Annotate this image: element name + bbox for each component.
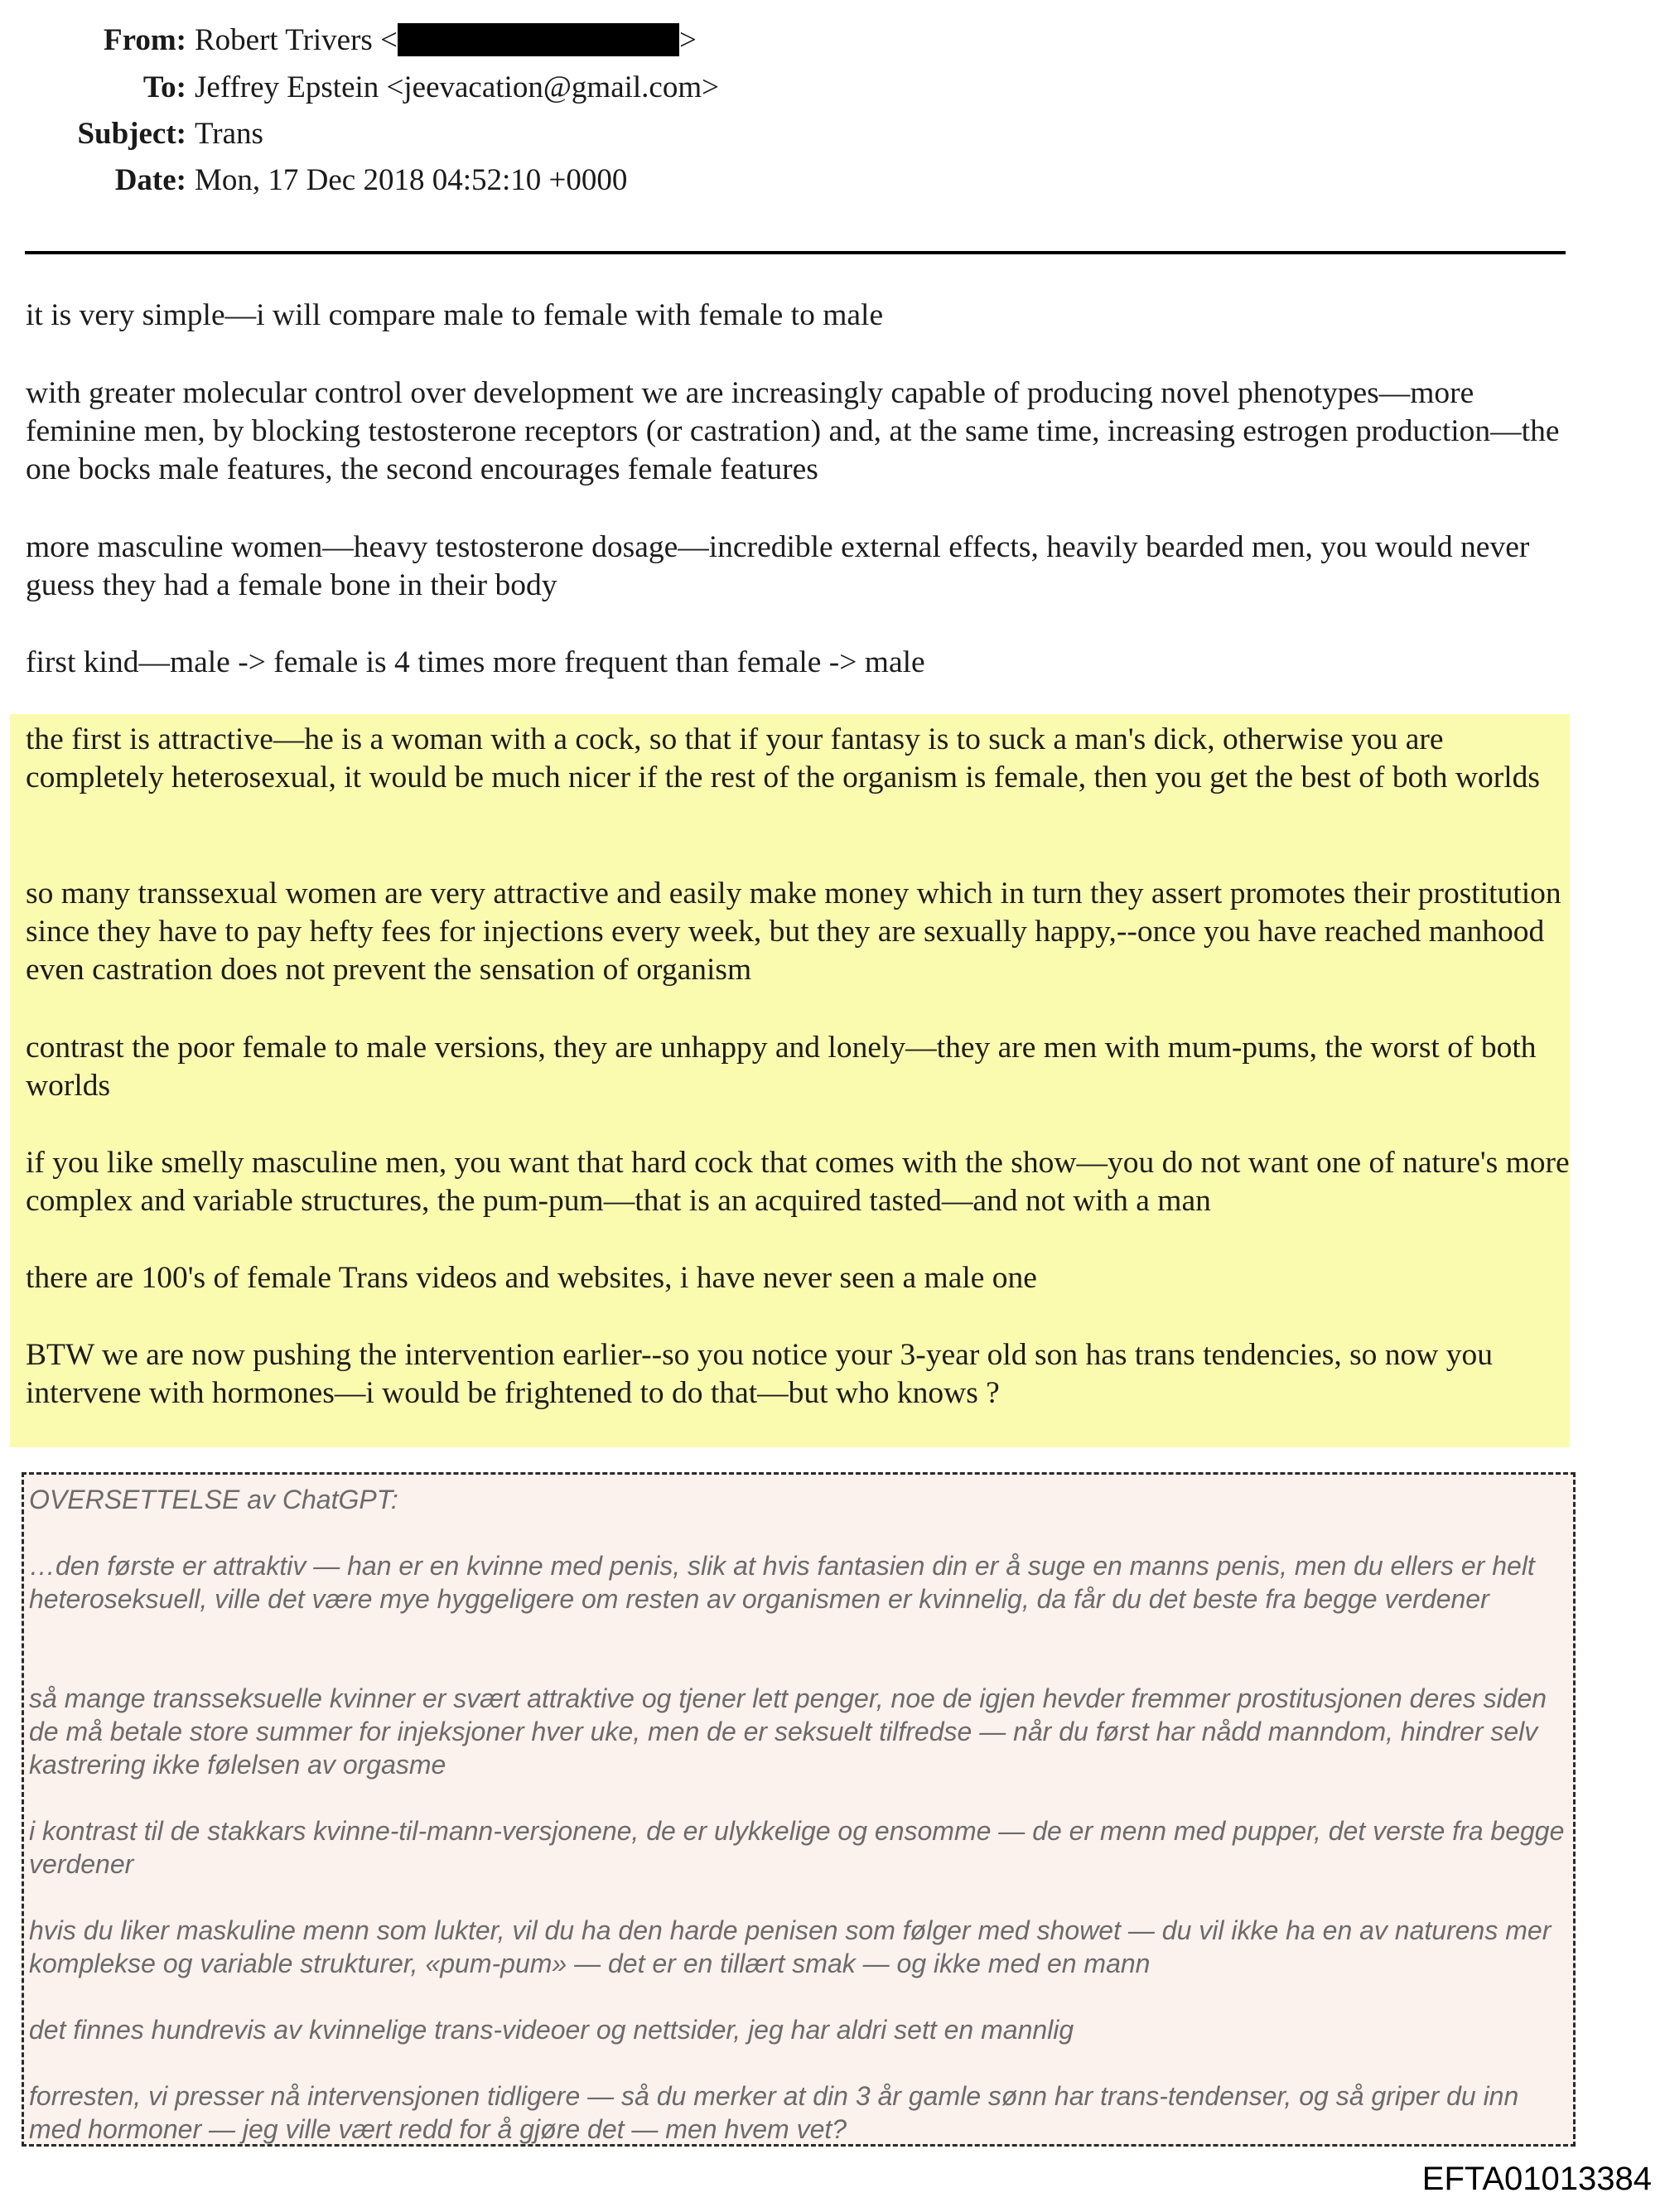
highlighted-paragraph: there are 100's of female Trans videos and websites, i have never seen a male one — [26, 1261, 1037, 1295]
body-paragraph: it is very simple—i will compare male to female with female to male — [26, 298, 884, 332]
translation-paragraph: så mange transseksuelle kvinner er svært attraktive og tjener lett penger, noe de igjen hevder fremmer prostitusjonen deres siden de må betale store summer for injeksjoner hver uke, men de er seksuelt tilfredse — når du først har nådd manndom, hindrer selv kastrering ikke følelsen av orgasme — [29, 1683, 1547, 1780]
body-paragraph: more masculine women—heavy testosterone dosage—incredible external effects, heavily bearded men, you would never guess they had a female bone in their body — [26, 530, 1530, 602]
header-divider — [25, 251, 1566, 254]
document-id: EFTA01013384 — [1421, 2161, 1652, 2197]
date-label: Date: — [114, 163, 186, 197]
translation-paragraph: …den første er attraktiv — han er en kvinne med penis, slik at hvis fantasien din er å suge en manns penis, men du ellers er helt heteroseksuell, ville det være mye hyggeligere om resten av organismen er kvinnelig, da får du det beste fra begge verdener — [29, 1551, 1535, 1614]
from-value — [195, 23, 697, 58]
to-label: To: — [142, 70, 186, 104]
highlighted-paragraph: BTW we are now pushing the intervention earlier--so you notice your 3-year old son has trans tendencies, so now you intervene with hormones—i would be frightened to do that—but who knows ? — [26, 1338, 1494, 1410]
subject-value: Trans — [195, 117, 263, 151]
translation-paragraph: forresten, vi presser nå intervensjonen tidligere — så du merker at din 3 år gamle sønn har trans-tendenser, og så griper du inn med hormoner — jeg ville vært redd for å gjøre det — men hvem vet? — [29, 2081, 1519, 2144]
highlighted-paragraph: contrast the poor female to male versions, they are unhappy and lonely—they are men with mum-pums, the worst of both worlds — [26, 1031, 1537, 1103]
date-value: Mon, 17 Dec 2018 04:52:10 +0000 — [195, 163, 628, 197]
body-paragraph: with greater molecular control over development we are increasingly capable of producing novel phenotypes—more feminine men, by blocking testosterone receptors (or castration) and, at the same time, increasing estrogen production—the one bocks male features, the second encourages female features — [26, 376, 1560, 486]
to-value: Jeffrey Epstein <jeevacation@gmail.com> — [195, 70, 719, 104]
subject-label: Subject: — [77, 117, 186, 151]
translation-paragraph: i kontrast til de stakkars kvinne-til-mann-versjonene, de er ulykkelige og ensomme — de er menn med pupper, det verste fra begge verdener — [29, 1816, 1565, 1879]
from-close: > — [678, 23, 697, 57]
highlighted-paragraph: if you like smelly masculine men, you want that hard cock that comes with the show—you do not want one of nature's more complex and variable structures, the pum-pum—that is an acquired tasted—and not with a man — [26, 1146, 1570, 1218]
from-name: Robert Trivers < — [195, 23, 398, 57]
highlighted-paragraph: the first is attractive—he is a woman with a cock, so that if your fantasy is to suck a man's dick, otherwise you are completely heterosexual, it would be much nicer if the rest of the organism is female, then you get the best of both worlds — [26, 722, 1540, 794]
highlighted-paragraph: so many transsexual women are very attractive and easily make money which in turn they assert promotes their prostitution since they have to pay hefty fees for injections every week, but they are sexually happy,--once you have reached manhood even castration does not prevent the sensation of organism — [26, 877, 1561, 987]
translation-box — [22, 1472, 1576, 2147]
translation-paragraph: det finnes hundrevis av kvinnelige trans-videoer og nettsider, jeg har aldri sett en mannlig — [29, 2015, 1074, 2045]
translation-paragraph: hvis du liker maskuline menn som lukter, vil du ha den harde penisen som følger med showet — du vil ikke ha en av naturens mer komplekse og variable strukturer, «pum-pum» — det er en tillært smak — og ikke med en mann — [29, 1915, 1552, 1978]
body-paragraph: first kind—male -> female is 4 times more frequent than female -> male — [26, 645, 925, 679]
from-label: From: — [104, 23, 186, 57]
redaction-block — [398, 23, 679, 56]
translation-heading: OVERSETTELSE av ChatGPT: — [29, 1485, 398, 1514]
